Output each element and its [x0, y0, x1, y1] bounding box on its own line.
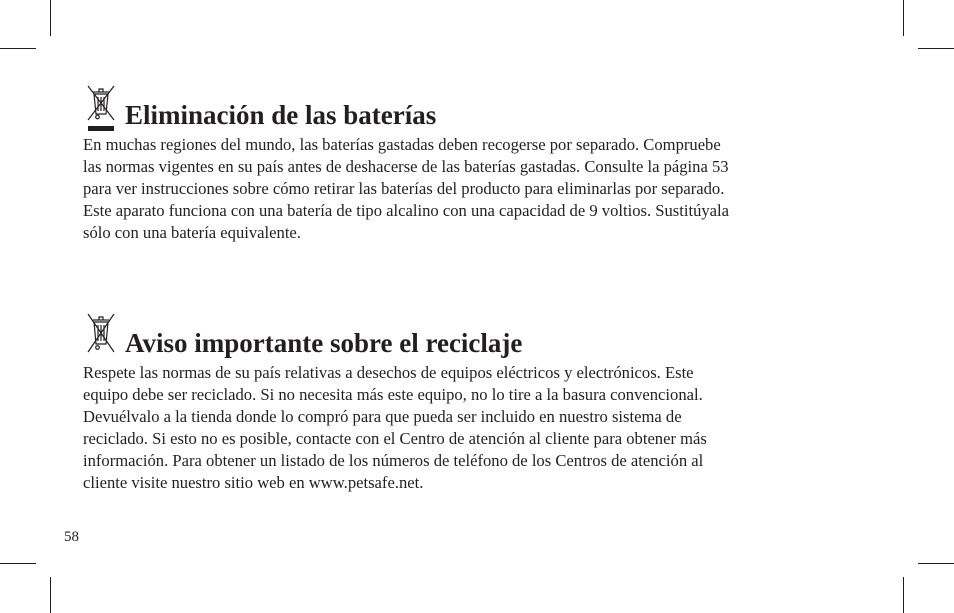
paragraph-line: equipo debe ser reciclado. Si no necesita más este equipo, no lo tire a la basura convencional. [83, 385, 703, 404]
crop-mark-bottom-left-vertical [50, 577, 51, 613]
paragraph-line: sólo con una batería equivalente. [83, 223, 301, 242]
paragraph-line: Devuélvalo a la tienda donde lo compró para que pueda ser incluido en nuestro sistema de [83, 407, 682, 426]
crossed-out-wheelie-bin-icon [83, 312, 119, 356]
battery-disposal-heading [83, 84, 883, 130]
crop-mark-bottom-left-horizontal [0, 563, 36, 564]
recycling-notice-section [83, 312, 883, 494]
paragraph-line: para ver instrucciones sobre cómo retirar las baterías del producto para eliminarlas por separado. [83, 179, 725, 198]
paragraph-line: información. Para obtener un listado de los números de teléfono de los Centros de atención al [83, 451, 704, 470]
paragraph-line: las normas vigentes en su país antes de deshacerse de las baterías gastadas. Consulte la página 53 [83, 157, 729, 176]
crop-mark-bottom-right-vertical [903, 577, 904, 613]
recycling-notice-title: Aviso importante sobre el reciclaje [125, 328, 523, 358]
paragraph-line: cliente visite nuestro sitio web en www.petsafe.net. [83, 473, 424, 492]
paragraph-line: Este aparato funciona con una batería de tipo alcalino con una capacidad de 9 voltios. Sustitúyala [83, 201, 730, 220]
battery-disposal-title: Eliminación de las baterías [125, 100, 437, 130]
battery-disposal-paragraph [83, 134, 883, 244]
crop-mark-top-left-vertical [50, 0, 51, 36]
paragraph-line: En muchas regiones del mundo, las baterías gastadas deben recogerse por separado. Compruebe [83, 135, 721, 154]
crop-mark-top-right-horizontal [918, 48, 954, 49]
crop-mark-top-right-vertical [903, 0, 904, 36]
recycling-notice-heading [83, 312, 883, 358]
paragraph-line: reciclado. Si esto no es posible, contacte con el Centro de atención al cliente para obtener más [83, 429, 707, 448]
battery-disposal-section [83, 84, 883, 244]
recycling-notice-paragraph [83, 362, 883, 494]
crop-mark-top-left-horizontal [0, 48, 36, 49]
page-number: 58 [64, 529, 79, 545]
paragraph-line: Respete las normas de su país relativas a desechos de equipos eléctricos y electrónicos. Este [83, 363, 694, 382]
crop-mark-bottom-right-horizontal [918, 563, 954, 564]
crossed-out-wheelie-bin-icon [83, 84, 119, 128]
